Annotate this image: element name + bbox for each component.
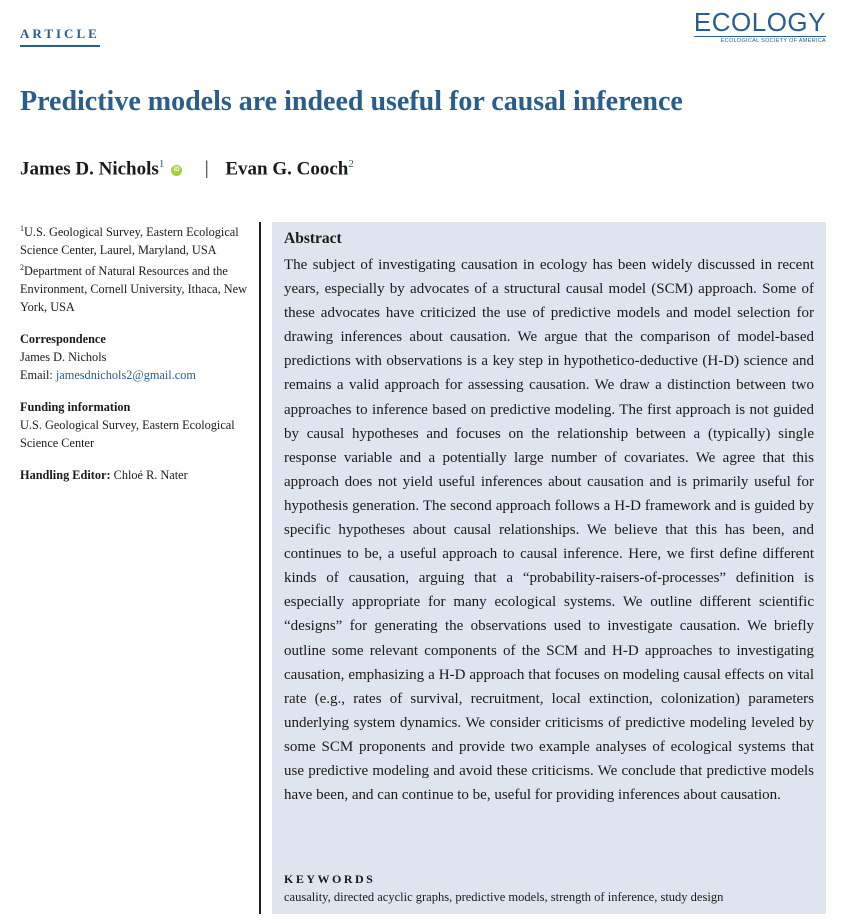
affiliation-list bbox=[20, 220, 252, 316]
correspondence-block bbox=[20, 330, 252, 384]
abstract-text: The subject of investigating causation in ecology has been widely discussed in recent years, especially by advocates of a structural causal model (SCM) approach. Some of these advocates have criticized the use of predictive models and model selection for drawing inferences about causation. We argue that the comparison of model-based predictions with observations is a key step in hypothetico-deductive (H-D) science and remains a valid approach for assessing causation. We draw a distinction between two approaches to inference based on predictive modeling. The first approach is not guided by causal hypotheses and focuses on the relationship between a (typically) single response variable and a potentially large number of covariates. We agree that this approach does not yield useful inferences about causation and is primarily useful for hypothesis generation. The second approach follows a H-D framework and is guided by specific hypotheses about causal relationships. We believe that this has been, and continues to be, a useful approach to causal inference. Here, we first define different kinds of causation, arguing that a “probability-raisers-of-processes” definition is especially appropriate for many ecological systems. We outline different scientific “designs” for generating the observations used to investigate causation. We briefly outline some relevant components of the SCM and H-D approaches to investigating causation, emphasizing a H-D approach that focuses on modeling causal effects on vital rate (e.g., rates of survival, recruitment, local extinction, colonization) parameters underlying system dynamics. We consider criticisms of predictive modeling leveled by some SCM proponents and provide two example analyses of ecological systems that use predictive modeling and avoid these criticisms. We conclude that predictive models have been, and can continue to be, useful for providing inferences about causation. bbox=[284, 257, 814, 804]
keywords-text: causality, directed acyclic graphs, predictive models, strength of inference, study design bbox=[284, 890, 724, 904]
affiliation-number: 2 bbox=[20, 263, 24, 273]
author-affiliation-marker[interactable]: 2 bbox=[348, 158, 354, 170]
author-list bbox=[20, 158, 354, 180]
abstract-panel bbox=[272, 222, 826, 914]
editor-name: Chloé R. Nater bbox=[113, 468, 188, 483]
author-affiliation-marker[interactable]: 1 bbox=[158, 158, 165, 170]
author-name[interactable]: James D. Nichols bbox=[20, 158, 159, 180]
abstract-heading: Abstract bbox=[284, 230, 342, 247]
author-name[interactable]: Evan G. Cooch bbox=[225, 158, 349, 180]
email-link[interactable]: jamesdnichols2@gmail.com bbox=[55, 368, 196, 383]
funding-text: U.S. Geological Survey, Eastern Ecological Science Center bbox=[20, 418, 235, 451]
journal-subtitle: ECOLOGICAL SOCIETY OF AMERICA bbox=[694, 36, 826, 44]
article-type-label: ARTICLE bbox=[20, 26, 100, 47]
affiliation-text: U.S. Geological Survey, Eastern Ecological Science Center, Laurel, Maryland, USA bbox=[20, 225, 239, 258]
funding-heading: Funding information bbox=[20, 400, 131, 415]
column-divider bbox=[259, 222, 261, 914]
affiliation-item bbox=[20, 259, 252, 316]
affiliation-item bbox=[20, 220, 252, 259]
funding-block bbox=[20, 398, 252, 452]
affiliation-text: Department of Natural Resources and the Environment, Cornell University, Ithaca, New York, USA bbox=[20, 264, 247, 315]
article-sidebar bbox=[20, 220, 252, 498]
email-label: Email: bbox=[20, 368, 53, 383]
keywords-heading: KEYWORDS bbox=[284, 872, 376, 886]
correspondence-heading: Correspondence bbox=[20, 332, 106, 347]
editor-line bbox=[20, 466, 252, 484]
editor-block bbox=[20, 466, 252, 484]
correspondence-email-line bbox=[20, 366, 252, 384]
correspondence-name: James D. Nichols bbox=[20, 350, 107, 365]
affiliation-number: 1 bbox=[20, 224, 24, 233]
editor-heading: Handling Editor: bbox=[20, 468, 111, 483]
journal-name: ECOLOGY bbox=[693, 7, 826, 37]
journal-logo[interactable] bbox=[694, 8, 826, 44]
orcid-icon[interactable]: iD bbox=[171, 165, 182, 176]
author-separator: | bbox=[204, 158, 209, 180]
paper-title: Predictive models are indeed useful for causal inference bbox=[20, 86, 683, 117]
